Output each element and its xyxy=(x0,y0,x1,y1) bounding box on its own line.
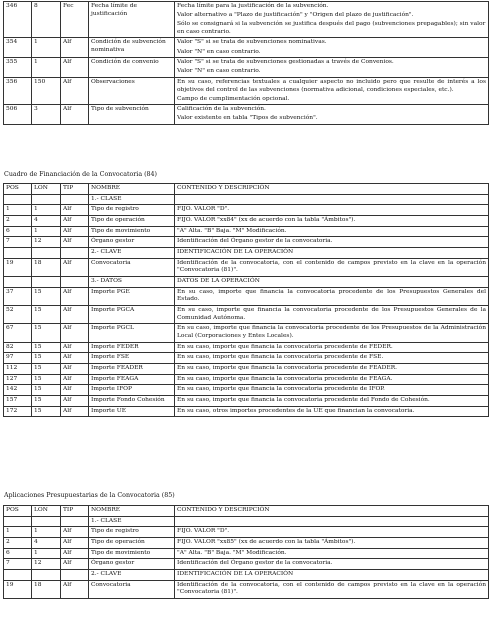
nombre-cell: Órgano gestor xyxy=(89,237,175,248)
desc-cell: En su caso, importe que financia la convocatoria procedente de FSE. xyxy=(175,353,489,364)
tip-cell: Alf xyxy=(61,374,89,385)
lon-cell: 1 xyxy=(32,58,61,78)
table-row xyxy=(4,77,489,104)
field-table-84 xyxy=(3,183,489,417)
table-row xyxy=(4,396,489,407)
lon-cell: 150 xyxy=(32,77,61,104)
pos-cell: 1 xyxy=(4,205,32,216)
nombre-cell: Condición de convenio xyxy=(89,58,175,78)
tip-cell: Alf xyxy=(61,237,89,248)
lon-cell: 15 xyxy=(32,342,61,353)
nombre-cell: Órgano gestor xyxy=(89,559,175,570)
table-row xyxy=(4,38,489,58)
tip-cell: Alf xyxy=(61,205,89,216)
table-row xyxy=(4,385,489,396)
desc-cell: En su caso, importe que financia la convocatoria procedente de los Presupuestos Generales de la Comunidad Autónoma. xyxy=(175,306,489,324)
header-pos: POS xyxy=(4,184,32,195)
table-row xyxy=(4,287,489,305)
nombre-cell: Observaciones xyxy=(89,77,175,104)
nombre-cell: Tipo de operación xyxy=(89,538,175,549)
lon-cell: 3 xyxy=(32,105,61,125)
nombre-cell: Importe FSE xyxy=(89,353,175,364)
tip-cell: Alf xyxy=(61,385,89,396)
desc-cell: "A" Alta. "B" Baja. "M" Modificación. xyxy=(175,548,489,559)
tip-cell: Fec xyxy=(61,2,89,38)
nombre-cell: Convocatoria xyxy=(89,580,175,598)
lon-cell: 15 xyxy=(32,306,61,324)
lon-cell: 12 xyxy=(32,237,61,248)
table-row xyxy=(4,559,489,570)
table-row xyxy=(4,548,489,559)
pos-cell: 37 xyxy=(4,287,32,305)
lon-cell: 15 xyxy=(32,385,61,396)
group-row xyxy=(4,248,489,259)
pos-cell: 97 xyxy=(4,353,32,364)
lon-cell: 15 xyxy=(32,374,61,385)
nombre-cell: Tipo de registro xyxy=(89,205,175,216)
nombre-cell: Importe PGCA xyxy=(89,306,175,324)
lon-cell: 1 xyxy=(32,226,61,237)
tip-cell: Alf xyxy=(61,580,89,598)
nombre-cell: Tipo de registro xyxy=(89,527,175,538)
table-row xyxy=(4,527,489,538)
pos-cell: 2 xyxy=(4,538,32,549)
pos-cell: 172 xyxy=(4,406,32,417)
desc-line: Sólo se consignará si la subvención se justifica después del pago (subvenciones prepagables); sin valor en caso contrario. xyxy=(177,21,486,35)
nombre-cell: Tipo de subvención xyxy=(89,105,175,125)
lon-cell: 4 xyxy=(32,216,61,227)
table-row xyxy=(4,342,489,353)
tip-cell: Alf xyxy=(61,342,89,353)
group-title: IDENTIFICACIÓN DE LA OPERACIÓN xyxy=(175,570,489,581)
lon-cell: 12 xyxy=(32,559,61,570)
section-caption-85: Aplicaciones Presupuestarias de la Convocatoria (85) xyxy=(4,492,175,499)
desc-cell: En su caso, importe que financia la convocatoria procedente de IFOP. xyxy=(175,385,489,396)
nombre-cell: Tipo de operación xyxy=(89,216,175,227)
tip-cell: Alf xyxy=(61,77,89,104)
table-row xyxy=(4,2,489,38)
pos-cell: 142 xyxy=(4,385,32,396)
pos-cell: 19 xyxy=(4,258,32,276)
pos-cell: 67 xyxy=(4,324,32,342)
table-header-row xyxy=(4,506,489,517)
tip-cell: Alf xyxy=(61,306,89,324)
table-row xyxy=(4,205,489,216)
desc-line: En su caso, referencias textuales a cualquier aspecto no incluido pero que resulte de interés a los objetivos del control de las subvenciones (normativa adicional, condiciones especiales, etc.). xyxy=(177,78,486,93)
table-row xyxy=(4,538,489,549)
desc-cell xyxy=(175,77,489,104)
desc-cell xyxy=(175,58,489,78)
nombre-cell: Importe IFOP xyxy=(89,385,175,396)
desc-cell: En su caso, importe que financia la convocatoria procedente de los Presupuestos Generales del Estado. xyxy=(175,287,489,305)
field-table-85 xyxy=(3,505,489,599)
desc-cell: En su caso, otros importes procedentes de la UE que financian la convocatoria. xyxy=(175,406,489,417)
table-row xyxy=(4,58,489,78)
desc-cell: "A" Alta. "B" Baja. "M" Modificación. xyxy=(175,226,489,237)
table-row xyxy=(4,406,489,417)
desc-line: Valor "S" si se trata de subvenciones gestionadas a través de Convenios. xyxy=(177,59,394,66)
pos-cell: 346 xyxy=(4,2,32,38)
table-header-row xyxy=(4,184,489,195)
table-row xyxy=(4,237,489,248)
nombre-cell: Tipo de movimiento xyxy=(89,548,175,559)
group-title: IDENTIFICACIÓN DE LA OPERACIÓN xyxy=(175,248,489,259)
nombre-cell: Importe FEDER xyxy=(89,342,175,353)
desc-line: Valor "N" en caso contrario. xyxy=(177,68,261,75)
group-label: 1.- CLASE xyxy=(89,194,175,205)
tip-cell: Alf xyxy=(61,559,89,570)
header-tip: TIP xyxy=(61,506,89,517)
lon-cell: 4 xyxy=(32,538,61,549)
pos-cell: 354 xyxy=(4,38,32,58)
tip-cell: Alf xyxy=(61,548,89,559)
desc-cell: En su caso, importe que financia la convocatoria procedente de FEAGA. xyxy=(175,374,489,385)
desc-cell: En su caso, importe que financia la convocatoria procedente de FEADER. xyxy=(175,364,489,375)
tip-cell: Alf xyxy=(61,216,89,227)
pos-cell: 506 xyxy=(4,105,32,125)
lon-cell: 18 xyxy=(32,258,61,276)
desc-line: Valor "S" si se trata de subvenciones nominativas. xyxy=(177,39,327,46)
desc-line: Valor existente en tabla "Tipos de subvención". xyxy=(177,115,318,122)
table-row xyxy=(4,105,489,125)
lon-cell: 15 xyxy=(32,287,61,305)
lon-cell: 15 xyxy=(32,353,61,364)
tip-cell: Alf xyxy=(61,364,89,375)
tip-cell: Alf xyxy=(61,538,89,549)
group-label: 3.- DATOS xyxy=(89,277,175,288)
desc-line: Calificación de la subvención. xyxy=(177,106,266,113)
desc-cell: FIJO. VALOR "xx84" (xx de acuerdo con la tabla "Ámbitos"). xyxy=(175,216,489,227)
pos-cell: 355 xyxy=(4,58,32,78)
lon-cell: 1 xyxy=(32,205,61,216)
pos-cell: 112 xyxy=(4,364,32,375)
nombre-cell: Convocatoria xyxy=(89,258,175,276)
pos-cell: 127 xyxy=(4,374,32,385)
header-pos: POS xyxy=(4,506,32,517)
tip-cell: Alf xyxy=(61,226,89,237)
group-row xyxy=(4,194,489,205)
lon-cell: 15 xyxy=(32,364,61,375)
desc-cell: En su caso, importe que financia la convocatoria procedente de los Presupuestos de la Administración Local (Corporaciones y Entes Locales). xyxy=(175,324,489,342)
desc-cell xyxy=(175,38,489,58)
tip-cell: Alf xyxy=(61,258,89,276)
lon-cell: 1 xyxy=(32,38,61,58)
table-row xyxy=(4,353,489,364)
lon-cell: 15 xyxy=(32,396,61,407)
desc-cell: Identificación de la convocatoria, con el contenido de campos previsto en la clave en la operación "Convocatoria (81)". xyxy=(175,580,489,598)
nombre-cell: Importe PGCL xyxy=(89,324,175,342)
nombre-cell: Importe FEAGA xyxy=(89,374,175,385)
group-label: 2.- CLAVE xyxy=(89,570,175,581)
group-row xyxy=(4,570,489,581)
table-row xyxy=(4,324,489,342)
tip-cell: Alf xyxy=(61,58,89,78)
header-lon: LON xyxy=(32,506,61,517)
header-lon: LON xyxy=(32,184,61,195)
nombre-cell: Condición de subvención nominativa xyxy=(89,38,175,58)
nombre-cell: Tipo de movimiento xyxy=(89,226,175,237)
table-row xyxy=(4,580,489,598)
pos-cell: 6 xyxy=(4,226,32,237)
table-row xyxy=(4,226,489,237)
tip-cell: Alf xyxy=(61,38,89,58)
nombre-cell: Importe UE xyxy=(89,406,175,417)
lon-cell: 15 xyxy=(32,406,61,417)
desc-cell: Identificación del Órgano gestor de la convocatoria. xyxy=(175,237,489,248)
nombre-cell: Importe Fondo Cohesión xyxy=(89,396,175,407)
lon-cell: 15 xyxy=(32,324,61,342)
pos-cell: 7 xyxy=(4,237,32,248)
desc-line: Valor "N" en caso contrario. xyxy=(177,48,261,55)
lon-cell: 18 xyxy=(32,580,61,598)
pos-cell: 82 xyxy=(4,342,32,353)
tip-cell: Alf xyxy=(61,396,89,407)
lon-cell: 1 xyxy=(32,527,61,538)
pos-cell: 52 xyxy=(4,306,32,324)
header-desc: CONTENIDO Y DESCRIPCIÓN xyxy=(175,184,489,195)
group-label: 1.- CLASE xyxy=(89,516,175,527)
desc-line: Campo de cumplimentación opcional. xyxy=(177,95,290,102)
nombre-cell: Fecha límite de justificación xyxy=(89,2,175,38)
desc-cell: En su caso, importe que financia la convocatoria procedente de FEDER. xyxy=(175,342,489,353)
tip-cell: Alf xyxy=(61,353,89,364)
group-title: DATOS DE LA OPERACIÓN xyxy=(175,277,489,288)
lon-cell: 1 xyxy=(32,548,61,559)
tip-cell: Alf xyxy=(61,105,89,125)
pos-cell: 7 xyxy=(4,559,32,570)
table-row xyxy=(4,306,489,324)
desc-cell: FIJO. VALOR "xx85" (xx de acuerdo con la tabla "Ámbitos"). xyxy=(175,538,489,549)
pos-cell: 2 xyxy=(4,216,32,227)
group-row xyxy=(4,277,489,288)
desc-cell: FIJO. VALOR "D". xyxy=(175,527,489,538)
nombre-cell: Importe FEADER xyxy=(89,364,175,375)
desc-cell xyxy=(175,2,489,38)
tip-cell: Alf xyxy=(61,287,89,305)
top-field-table xyxy=(3,1,489,125)
pos-cell: 1 xyxy=(4,527,32,538)
desc-cell: Identificación de la convocatoria, con el contenido de campos previsto en la clave en la operación "Convocatoria (81)". xyxy=(175,258,489,276)
desc-line: Valor alternativo a "Plazo de justificación" y "Origen del plazo de justificación". xyxy=(177,12,414,19)
table-row xyxy=(4,374,489,385)
pos-cell: 6 xyxy=(4,548,32,559)
desc-cell: Identificación del Órgano gestor de la convocatoria. xyxy=(175,559,489,570)
table-row xyxy=(4,364,489,375)
tip-cell: Alf xyxy=(61,527,89,538)
header-nombre: NOMBRE xyxy=(89,184,175,195)
header-nombre: NOMBRE xyxy=(89,506,175,517)
group-row xyxy=(4,516,489,527)
table-row xyxy=(4,258,489,276)
table-row xyxy=(4,216,489,227)
group-label: 2.- CLAVE xyxy=(89,248,175,259)
pos-cell: 19 xyxy=(4,580,32,598)
desc-line: Fecha límite para la justificación de la subvención. xyxy=(177,3,329,9)
desc-cell: FIJO. VALOR "D". xyxy=(175,205,489,216)
tip-cell: Alf xyxy=(61,406,89,417)
desc-cell: En su caso, importe que financia la convocatoria procedente del Fondo de Cohesión. xyxy=(175,396,489,407)
pos-cell: 356 xyxy=(4,77,32,104)
nombre-cell: Importe PGE xyxy=(89,287,175,305)
pos-cell: 157 xyxy=(4,396,32,407)
tip-cell: Alf xyxy=(61,324,89,342)
desc-cell xyxy=(175,105,489,125)
header-desc: CONTENIDO Y DESCRIPCIÓN xyxy=(175,506,489,517)
section-caption-84: Cuadro de Financiación de la Convocatoria (84) xyxy=(4,171,158,178)
lon-cell: 8 xyxy=(32,2,61,38)
header-tip: TIP xyxy=(61,184,89,195)
